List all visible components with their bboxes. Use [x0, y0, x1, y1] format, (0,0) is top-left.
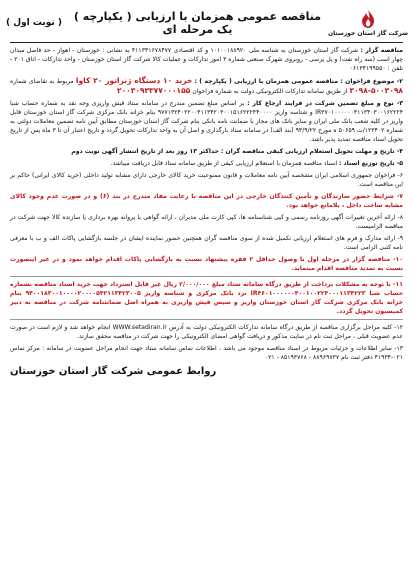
- section-13-text: ۱۳- سایر اطلاعات و جزئیات مربوط در اسناد مناقصه موجود می باشد ، اطلاعات تماس سامانه ستاد جهت انجام مراحل عضویت در سامانه : مرکز تماس ۰۲۱-۴۱۹۳۴ دفتر ثبت نام ۸۸۹۶۹۷۳۷ - ۸۵۱۹۳۷۶۸ - ۰۲۱: [10, 345, 403, 361]
- section-1-label: مناقصه گزار :: [360, 47, 404, 54]
- header: [5, 6, 408, 40]
- section-7: [10, 192, 403, 210]
- section-12: [10, 323, 403, 341]
- section-6: [10, 171, 403, 189]
- section-3-label: ۳- نوع و مبلغ تضمین شرکت در فرایند ارجاع کار :: [247, 100, 403, 107]
- section-4: [10, 147, 403, 156]
- section-2-label: ۲- موضوع فراخوان : مناقصه عمومی همزمان با ارزیابی ( یکپارچه ) :: [194, 78, 404, 85]
- section-8-text: ۸- ارائه آخرین تغییرات آگهی روزنامه رسمی و کپی شناسنامه ها، کپی کارت ملی مدیران ، ارائه گواهی یا پروانه بهره برداری یا سازنده کالا جهت شرکت در مناقصه الزامیست.: [10, 214, 403, 230]
- section-10: [10, 255, 403, 273]
- section-6-text: ۶- فراخوان جمهوری اسلامی ایران مشخصه آیین نامه معاملات و قانون ممنوعیت خرید کالای خارجی دارای مشابه تولید داخلی (خرید کالای ایرانی) حاکم بر این مناقصه است.: [10, 172, 403, 188]
- section-2: [10, 76, 403, 96]
- section-1-text: شرکت گاز استان خوزستان به شناسه ملی ۱۰۱۰۰۱۸۸۹۲۰ و کد اقتصادی ۴۱۱۳۴۱۶۷۸۴۷۷ به نشانی : خوزستان - اهواز - حد فاصل میدان چهار اسب (سه راه نفت) و پل پرسی - روبروی شهرک صنعتی شماره ۳ امور تدارکات و عملیات کالا شرکت گاز استان خوزستان - واحد تدارکات - اتاق ۲۰۱ - تلفن : ۰۶۱۳۴۱۹۹۵۵۰: [10, 47, 403, 72]
- page-title: مناقصه عمومی همزمان با ارزیابی ( یکپارچه ) یک مرحله ای: [73, 10, 322, 36]
- section-9: [10, 234, 403, 252]
- section-13: [10, 344, 403, 362]
- section-4-text: حداکثر ۱۳ روز بعد از تاریخ انتشار آگهی نوبت دوم: [71, 148, 219, 155]
- section-4-label: ۴- تاریخ و مهلت تحویل استعلام ارزیابی کیفی مناقصه گران :: [220, 148, 403, 155]
- section-3: [10, 99, 403, 144]
- section-11-text: ۱۱- با توجه به مشکلات پرداخت از طریق درگاه سامانه ستاد مبلغ ۲/۰۰۰/۰۰۰ ریال غیر قابل استرداد جهت خرید اسناد مناقصه بشماره حساب شبا IR۴۶۰۱۰۰۰۰۰۰۴۰۰۱۰۰۲۲۴۰۰۰۱۱۳۴۲۲۳ نزد بانک مرکزی و شناسه واریز ۹۴۰۰۱۸۳۰۰۱۰۰۰۰۲۰۰۰۰۵۴۲۱۱۳۴۲۳۰۰۵ بنام خزانه بانک مرکزی شرکت گاز استان خوزستان واریز و سپس فیش واریزی به همراه اصل ضمانتنامه شرکت در مناقصه به دبیر کمیسیون تحویل گردد.: [10, 281, 404, 315]
- subject-highlight: خرید ۱۰ دستگاه ژنراتور ۲۰ کاوا: [75, 76, 193, 85]
- call-number: ۲۰۰۳۰۹۳۳۷۷۰۰۰۱۵۵: [117, 86, 191, 95]
- section-3-text: بر اساس مبلغ تضمین مندرج در سامانه ستاد فیش واریزی وجه نقد به شماره حساب شبا IR۳۷۰۱۰۰۰۰۰۰۴۱۱۳۴۰۳۰۰۱۶۲۲۲۴ و شناسه واریز ۹۷۷۱۳۲۴۰۲۲۰۰۴۱۱۳۴۲۰۳۰۰۱۵۱۶۲۲۲۴۴۰۰۰۰ بنام خزانه بانک مرکزی شرکت گاز استان خوزستان قابل واریز در کلیه شعب بانک ملی ایران و سایر بانک های مجاز یا ضمانت نامه بانکی بنام شرکت گاز استان خوزستان مطابق آیین نامه تضمین معاملات دولتی به شماره ۱۲۳۴۰۲/ت ۵۰۶۵۹ ه مورخ ۹۴/۹/۲۲ (بند الف) در سامانه ستاد بارگذاری و اصل آن به واحد تدارکات تحویل گردد و تاریخ اعتبار آن تا ۳ ماه پس از تاریخ تحویل اسناد مناقصه تمدید پذیر باشد.: [10, 100, 403, 143]
- section-5-text: اسناد مناقصه همزمان با استعلام ارزیابی کیفی از طریق سامانه ستاد قابل دریافت میباشد.: [110, 160, 338, 167]
- section-2-mid2: از طریق سامانه تدارکات الکترونیکی دولت به شماره فراخوان: [192, 88, 348, 95]
- divider: [10, 319, 403, 320]
- section-7-text: ۷- شرایط حضور سازندگان و تأمین کنندگان خارجی در این مناقصه با رعایت مفاد مندرج در بند (۶) و در صورت عدم وجود کالای مشابه ساخت داخل ، بلامانع خواهد بود.: [10, 193, 403, 209]
- section-12-text: ۱۲- کلیه مراحل برگزاری مناقصه از طریق درگاه سامانه تدارکات الکترونیکی دولت به آدرس WWW.setadiran.ir انجام خواهد شد و لازم است در صورت عدم عضویت قبلی ، مراحل ثبت نام در سایت مذکور و دریافت گواهی امضای الکترونیکی را جهت شرکت در مناقصه محقق سازند.: [10, 324, 403, 340]
- section-1: [10, 46, 403, 73]
- section-10-text: ۱۰- مناقصه گزار در مرحله اول با وصول حداقل ۲ فقره پیشنهاد نسبت به بازگشایی پاکات اقدام خواهد نمود و در غیر اینصورت نسبت به تمدید مناقصه اقدام مینماید.: [10, 256, 403, 272]
- public-relations-signature: روابط عمومی شرکت گاز استان خوزستان: [10, 366, 217, 377]
- divider: [10, 276, 403, 277]
- section-2-mid: مربوط به تقاضای شماره: [10, 78, 74, 85]
- logo-text: شرکت گاز استان خوزستان: [328, 30, 408, 37]
- request-number: ۵۰۰۳۰۹۸-۳۰۹۸: [349, 86, 403, 95]
- round-badge: ( نوبت اول ): [5, 18, 62, 28]
- gas-flame-icon: [357, 9, 379, 29]
- section-8: [10, 213, 403, 231]
- section-9-text: ۹- ارائه مدارک و فرم های استعلام ارزیابی تکمیل شده از سوی مناقصه گران همچنین حضور نماینده ایشان در جلسه بازگشایی پاکات الف و ب با معرفی نامه کتبی الزامی است.: [10, 235, 403, 251]
- header-divider: [10, 42, 403, 43]
- section-5-label: ۵- تاریخ توزیع اسناد :: [338, 160, 403, 167]
- section-5: [10, 159, 403, 168]
- company-logo: [328, 9, 408, 37]
- section-11: [10, 280, 403, 316]
